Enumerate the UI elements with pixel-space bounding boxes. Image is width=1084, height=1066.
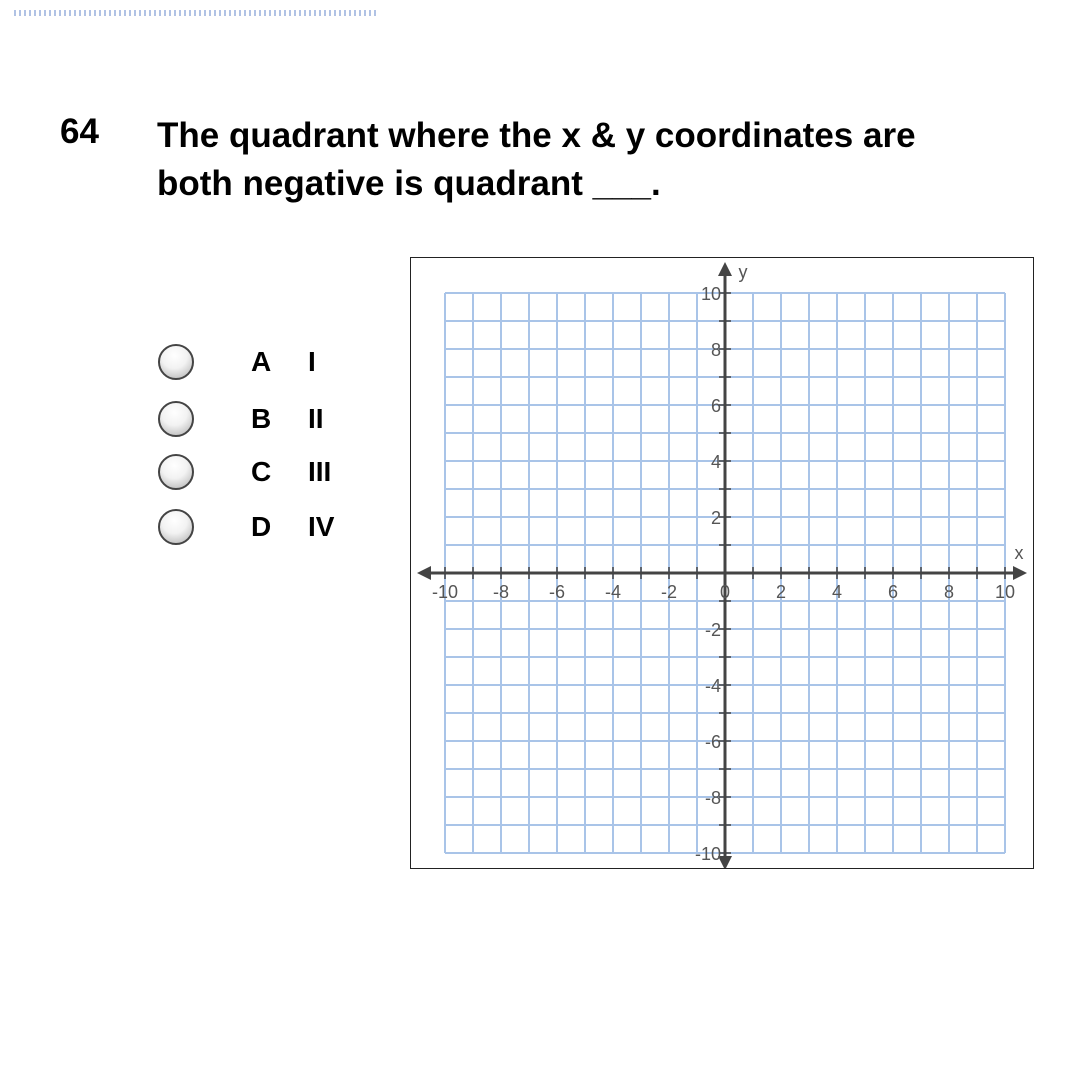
x-tick-label: 4 bbox=[831, 582, 843, 602]
option-b-radio[interactable] bbox=[158, 401, 194, 437]
coordinate-plane-frame bbox=[410, 257, 1034, 869]
x-tick-label: 0 bbox=[719, 582, 731, 602]
x-tick-label: 2 bbox=[775, 582, 787, 602]
x-tick-label: -10 bbox=[431, 582, 459, 602]
x-axis-right-arrow bbox=[1013, 566, 1027, 580]
option-a-letter: A bbox=[251, 346, 272, 377]
option-c[interactable] bbox=[158, 454, 378, 494]
option-b-letter: B bbox=[251, 403, 272, 434]
option-c-text: III bbox=[308, 456, 332, 487]
x-axis-label: x bbox=[1014, 543, 1024, 563]
x-tick-label: 6 bbox=[887, 582, 899, 602]
option-a-radio[interactable] bbox=[158, 344, 194, 380]
coordinate-plane bbox=[411, 258, 1033, 868]
y-tick-label: -4 bbox=[704, 676, 721, 696]
y-tick-label: -2 bbox=[704, 620, 721, 640]
y-tick-label: 8 bbox=[710, 340, 721, 360]
option-a-text: I bbox=[308, 346, 316, 377]
option-a[interactable] bbox=[158, 344, 378, 384]
y-tick-label: 6 bbox=[710, 396, 721, 416]
x-tick-label: -8 bbox=[492, 582, 510, 602]
y-tick-label: -6 bbox=[704, 732, 721, 752]
x-tick-label: -4 bbox=[604, 582, 622, 602]
y-axis-label: y bbox=[738, 262, 748, 282]
option-d-text: IV bbox=[308, 511, 335, 542]
option-d-radio[interactable] bbox=[158, 509, 194, 545]
x-axis-left-arrow bbox=[417, 566, 431, 580]
option-b-text: II bbox=[308, 403, 324, 434]
x-tick-label: -6 bbox=[548, 582, 566, 602]
y-tick-label: -10 bbox=[694, 844, 721, 864]
header-dotted-strip bbox=[14, 10, 379, 16]
y-tick-label: 4 bbox=[710, 452, 721, 472]
y-tick-label: 2 bbox=[710, 508, 721, 528]
y-axis-top-arrow bbox=[718, 262, 732, 276]
y-tick-label: -8 bbox=[704, 788, 721, 808]
x-tick-label: 10 bbox=[994, 582, 1016, 602]
x-tick-label: -2 bbox=[660, 582, 678, 602]
option-c-radio[interactable] bbox=[158, 454, 194, 490]
question-text: The quadrant where the x & y coordinates are both negative is quadrant ___. bbox=[157, 116, 916, 203]
y-tick-label: 10 bbox=[700, 284, 721, 304]
option-b[interactable] bbox=[158, 401, 378, 441]
option-d-letter: D bbox=[251, 511, 272, 542]
option-c-letter: C bbox=[251, 456, 272, 487]
x-tick-label: 8 bbox=[943, 582, 955, 602]
question-number: 64 bbox=[60, 112, 99, 151]
option-d[interactable] bbox=[158, 509, 378, 549]
